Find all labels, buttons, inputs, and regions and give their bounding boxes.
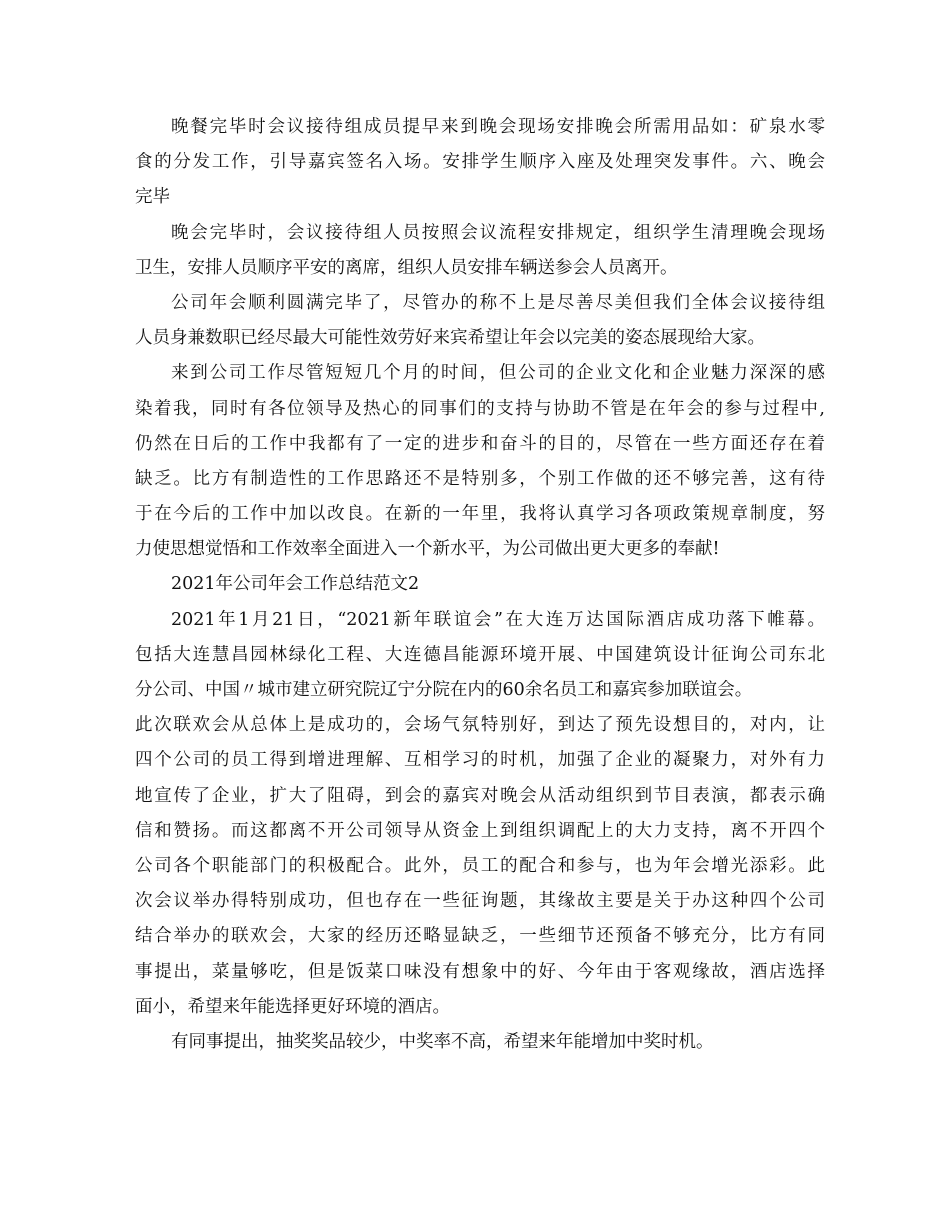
paragraph <box>135 708 825 1025</box>
paragraph <box>135 1025 825 1060</box>
paragraph <box>135 110 825 216</box>
text-line: 有同事提出，抽奖奖品较少，中奖率不高，希望来年能增加中奖时机。 <box>171 1031 714 1052</box>
text-line: 信和赞扬。而这都离不开公司领导从资金上到组织调配上的大力支持，离不开四个 <box>135 820 825 841</box>
text-line: 晚餐完毕时会议接待组成员提早来到晚会现场安排晚会所需用品如：矿泉水零 <box>171 117 825 137</box>
paragraph <box>135 603 825 709</box>
paragraph <box>135 567 825 602</box>
text-line: 力使思想觉悟和工作效率全面进入一个新水平，为公司做出更大更多的奉献! <box>135 539 720 560</box>
text-line: 此次联欢会从总体上是成功的，会场气氛特别好，到达了预先设想目的，对内，让 <box>135 715 825 736</box>
text-line: 来到公司工作尽管短短几个月的时间，但公司的企业文化和企业魅力深深的感 <box>171 363 825 384</box>
text-line: 人员身兼数职已经尽最大可能性效劳好来宾希望让年会以完美的姿态展现给大家。 <box>135 328 765 349</box>
text-line: 染着我，同时有各位领导及热心的同事们的支持与协助不管是在年会的参与过程中, <box>135 398 825 419</box>
text-line: 2021年公司年会工作总结范文2 <box>171 574 420 595</box>
text-line: 公司年会顺利圆满完毕了，尽管办的称不上是尽善尽美但我们全体会议接待组 <box>171 292 825 313</box>
text-line: 地宣传了企业，扩大了阻碍，到会的嘉宾对晚会从活动组织到节目表演，都表示确 <box>135 785 825 806</box>
paragraph <box>135 286 825 356</box>
text-line: 晚会完毕时，会议接待组人员按照会议流程安排规定，组织学生清理晚会现场 <box>171 222 825 243</box>
text-line: 面小，希望来年能选择更好环境的酒店。 <box>135 996 450 1017</box>
text-line: 缺乏。比方有制造性的工作思路还不是特别多，个别工作做的还不够完善，这有待 <box>135 468 825 489</box>
text-line: 于在今后的工作中加以改良。在新的一年里，我将认真学习各项政策规章制度，努 <box>135 504 825 525</box>
text-line: 卫生，安排人员顺序平安的离席，组织人员安排车辆送参会人员离开。 <box>135 257 678 278</box>
text-line: 仍然在日后的工作中我都有了一定的进步和奋斗的目的，尽管在一些方面还存在着 <box>135 433 825 454</box>
text-line: 次会议举办得特别成功，但也存在一些征询题，其缘故主要是关于办这种四个公司 <box>135 891 825 912</box>
text-line: 结合举办的联欢会，大家的经历还略显缺乏，一些细节还预备不够充分，比方有同 <box>135 926 825 947</box>
text-line: 四个公司的员工得到增进理解、互相学习的时机，加强了企业的凝聚力，对外有力 <box>135 750 825 771</box>
text-line: 分公司、中国〃城市建立研究院辽宁分院在内的60余名员工和嘉宾参加联谊会。 <box>135 680 753 700</box>
text-line: 食的分发工作，引导嘉宾签名入场。安排学生顺序入座及处理突发事件。六、晚会 <box>135 152 825 173</box>
text-line: 2021年1月21日，“2021新年联谊会”在大连万达国际酒店成功落下帷幕。 <box>171 609 825 630</box>
text-line: 事提出，菜量够吃，但是饭菜口味没有想象中的好、今年由于客观缘故，酒店选择 <box>135 961 825 982</box>
document-body <box>135 110 825 1060</box>
paragraph <box>135 216 825 286</box>
text-line: 公司各个职能部门的积极配合。此外，员工的配合和参与，也为年会增光添彩。此 <box>135 855 825 876</box>
paragraph <box>135 356 825 567</box>
text-line: 完毕 <box>135 187 170 208</box>
text-line: 包括大连慧昌园林绿化工程、大连德昌能源环境开展、中国建筑设计征询公司东北 <box>135 644 825 665</box>
